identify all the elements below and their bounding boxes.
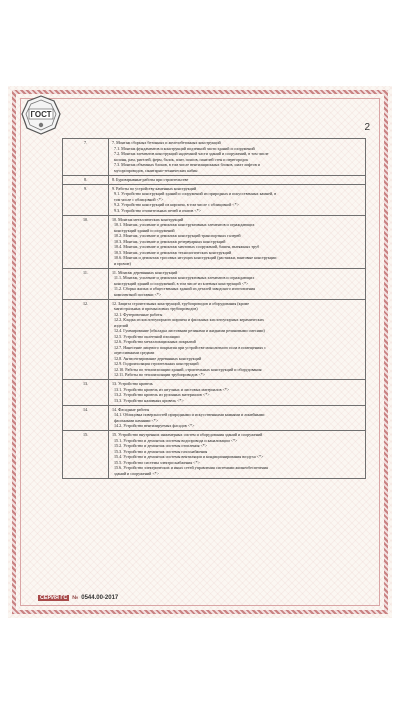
section-item: 12.7. Нанесение лицевого покрытия при устройстве монолитного пола в помещениях с xyxy=(114,344,266,350)
section-item: 10.5. Монтаж, усиление и демонтаж технологических конструкций xyxy=(114,249,232,255)
section-heading: 7. Монтаж сборных бетонных и железобетонных конструкций xyxy=(112,140,221,145)
section-item: 11.2. Сборка жилых и общественных зданий из деталей заводского изготовления xyxy=(114,286,255,291)
section-item: 7.1. Монтаж фундаментов и конструкций подземной части зданий и сооружений xyxy=(114,145,255,151)
section-item: 15.5. Устройство системы электроснабжения <*> xyxy=(114,459,200,465)
section-heading: 12. Защита строительных конструкций, трубопроводов и оборудования (кроме xyxy=(112,300,250,306)
section-item: комплектной поставки <*> xyxy=(114,291,162,297)
section-heading: 11. Монтаж деревянных конструкций xyxy=(112,269,178,275)
row-content xyxy=(109,184,366,215)
table-row xyxy=(63,431,366,479)
section-item: 15.6. Устройство электрических и иных сетей управления системами жизнеобеспечения xyxy=(114,465,268,470)
section-item: 15.4. Устройство и демонтаж системы вентиляции и кондиционирования воздуха <*> xyxy=(114,454,264,459)
table-row xyxy=(63,268,366,299)
row-number: 8. xyxy=(63,175,109,184)
section-item: 9.1. Устройство конструкций зданий и сооружений из природных и искусственных камней, в xyxy=(114,191,277,196)
section-item: 13.2. Устройство кровель из рулонных материалов <*> xyxy=(114,392,210,397)
section-item: 9.2. Устройство конструкций из кирпича, в том числе с облицовкой <*> xyxy=(114,202,239,207)
section-item: 7.3. Монтаж объемных блоков, в том числе вентиляционных блоков, шахт лифтов и xyxy=(114,162,260,167)
row-content xyxy=(109,139,366,176)
section-item: 14.1. Облицовка поверхностей природными и искусственными камнями и линейными xyxy=(114,412,265,417)
section-item: мусоропроводов, санитарно-технических кабин xyxy=(114,167,198,173)
section-item: агрессивными средами xyxy=(114,350,155,355)
section-item: 15.2. Устройство и демонтаж системы отопления <*> xyxy=(114,443,208,448)
row-content xyxy=(109,268,366,299)
row-number: 7. xyxy=(63,139,109,176)
section-item: 12.4. Гуммирование (обкладка листовыми резинами и жидкими резиновыми смесями) xyxy=(114,328,265,333)
row-number: 12. xyxy=(63,299,109,380)
section-item: 12.10. Работы по теплоизоляции зданий, строительных конструкций и оборудования xyxy=(114,366,262,372)
section-item: 9.3. Устройство отопительных печей и очагов <*> xyxy=(114,207,202,213)
section-item: 14.2. Устройство вентилируемых фасадов <*> xyxy=(114,423,195,428)
section-item: 12.2. Кладка из кислотоупорного кирпича и фасонных кислотоупорных керамических xyxy=(114,317,264,322)
section-item: 10.6. Монтаж и демонтаж тросовых несущих конструкций (растяжки, вантовые конструкции xyxy=(114,255,277,260)
section-item: изделий xyxy=(114,322,129,328)
section-item: том числе с облицовкой <*> xyxy=(114,196,164,202)
table-row xyxy=(63,184,366,215)
section-item: 10.4. Монтаж, усиление и демонтаж мачтовых сооружений, башен, вытяжных труб xyxy=(114,244,260,249)
row-content xyxy=(109,299,366,380)
certificate-page xyxy=(8,86,392,618)
table-row xyxy=(63,299,366,380)
section-item: 15.3. Устройство и демонтаж системы газоснабжения xyxy=(114,448,208,454)
section-item: 12.1. Футеровочные работы xyxy=(114,311,163,317)
series-number: 0544.00-2017 xyxy=(81,595,119,601)
section-item: и прочие) xyxy=(114,260,131,266)
section-item: 10.3. Монтаж, усиление и демонтаж резервуарных конструкций xyxy=(114,238,226,244)
section-item: зданий и сооружений <*> xyxy=(114,470,160,476)
row-content xyxy=(109,175,366,184)
section-item: 12.8. Антисептирование деревянных конструкций xyxy=(114,355,202,361)
work-types-table xyxy=(62,138,366,479)
section-item: конструкций зданий и сооружений, в том числе из клееных конструкций <*> xyxy=(114,280,249,286)
section-item: 12.11. Работы по теплоизоляции трубопроводов <*> xyxy=(114,372,206,377)
section-heading: 15. Устройство внутренних инженерных систем и оборудования зданий и сооружений xyxy=(112,432,263,437)
section-heading: 9. Работы по устройству каменных конструкций xyxy=(112,185,197,191)
gost-logo-icon xyxy=(20,94,62,136)
number-label: № xyxy=(72,595,79,601)
section-item: 10.1. Монтаж, усиление и демонтаж конструктивных элементов и ограждающих xyxy=(114,222,255,227)
row-content xyxy=(109,215,366,268)
section-item: 12.5. Устройство оклеечной изоляции xyxy=(114,333,180,339)
row-content xyxy=(109,380,366,406)
table-row xyxy=(63,215,366,268)
section-item: 12.6. Устройство металлизационных покрытий xyxy=(114,339,196,344)
row-number: 15. xyxy=(63,431,109,479)
row-content xyxy=(109,405,366,431)
section-item: магистральных и промысловых трубопроводов) xyxy=(114,306,198,311)
section-item: колонн, рам, ригелей, ферм, балок, плит, поясов, панелей стен и перегородок xyxy=(114,156,249,162)
row-number: 9. xyxy=(63,184,109,215)
row-number: 10. xyxy=(63,215,109,268)
table-row xyxy=(63,405,366,431)
section-item: конструкций зданий и сооружений xyxy=(114,227,175,233)
section-item: 7.2. Монтаж элементов конструкций надземной части зданий и сооружений, в том числе xyxy=(114,151,269,156)
section-item: 13.1. Устройство кровель из штучных и листовых материалов <*> xyxy=(114,386,230,392)
section-heading: 13. Устройство кровель xyxy=(112,381,153,386)
section-item: 13.3. Устройство наливных кровель <*> xyxy=(114,397,184,403)
series-footer xyxy=(38,595,118,601)
table-row xyxy=(63,380,366,406)
table-row xyxy=(63,139,366,176)
section-item: 15.1. Устройство и демонтаж системы водопровода и канализации <*> xyxy=(114,437,238,443)
row-number: 11. xyxy=(63,268,109,299)
row-number: 13. xyxy=(63,380,109,406)
table-row xyxy=(63,175,366,184)
section-item: 12.9. Гидроизоляция строительных конструкций xyxy=(114,361,199,366)
row-number: 14. xyxy=(63,405,109,431)
logo-text: ГОСТ xyxy=(30,110,52,119)
series-label: СЕРИЯ ГС xyxy=(40,595,68,601)
page-number: 2 xyxy=(364,122,370,133)
row-content xyxy=(109,431,366,479)
section-heading: 8. Буровзрывные работы при строительстве xyxy=(112,176,189,182)
section-item: фасонными камнями <*> xyxy=(114,417,159,423)
section-heading: 14. Фасадные работы xyxy=(112,406,150,412)
section-item: 10.2. Монтаж, усиление и демонтаж конструкций транспортных галерей xyxy=(114,233,241,238)
section-heading: 10. Монтаж металлических конструкций xyxy=(112,216,184,222)
section-item: 11.1. Монтаж, усиление и демонтаж конструктивных элементов и ограждающих xyxy=(114,275,255,280)
